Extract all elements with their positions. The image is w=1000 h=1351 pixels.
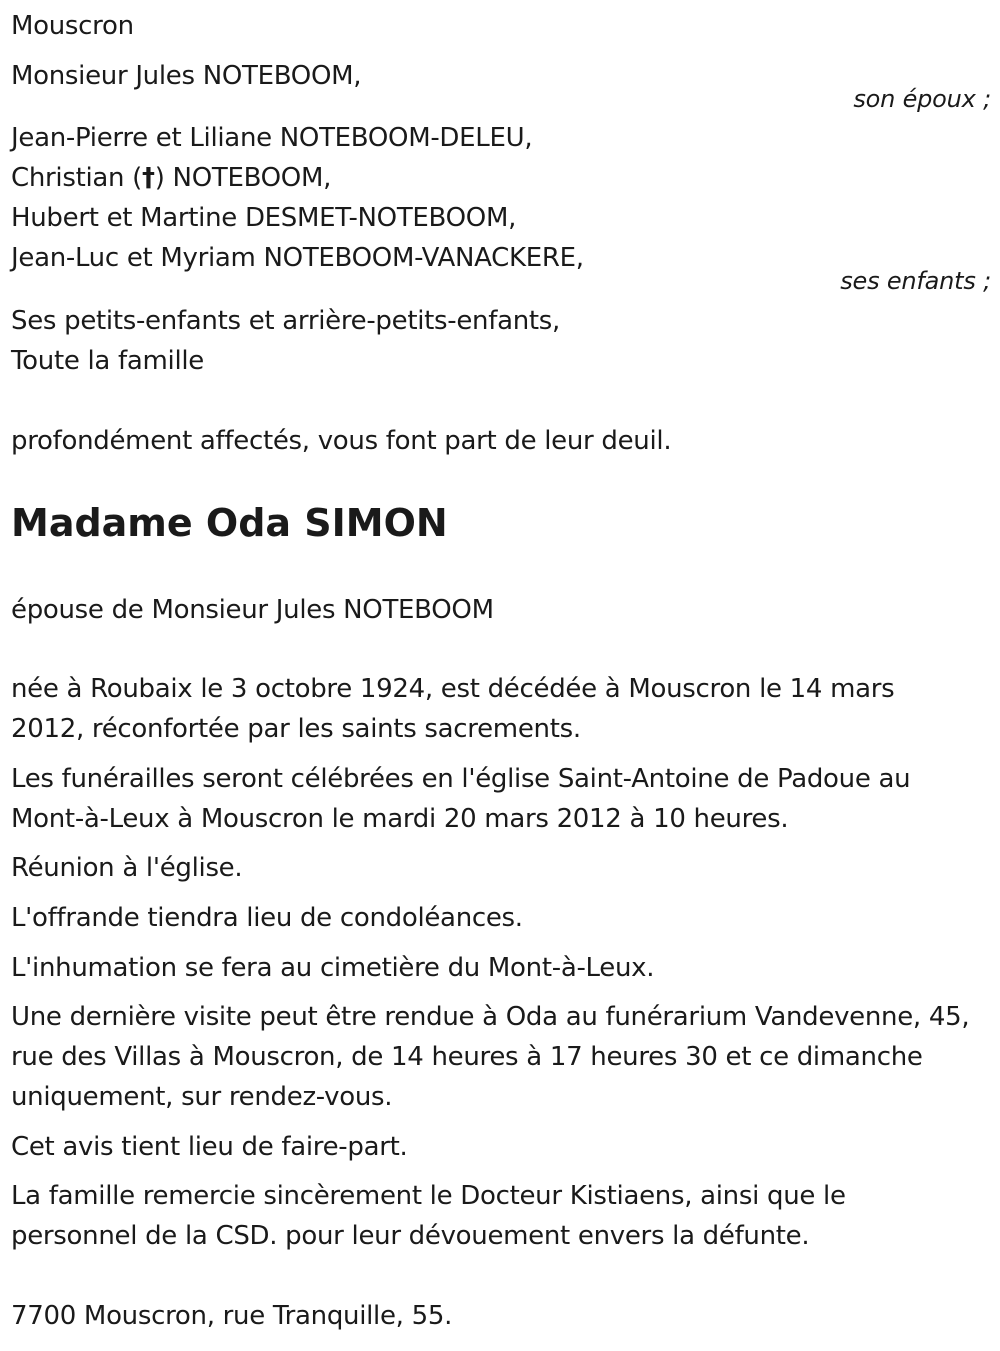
child-line-1: Jean-Pierre et Liliane NOTEBOOM-DELEU, xyxy=(11,123,533,153)
birth-death-paragraph: née à Roubaix le 3 octobre 1924, est décédée à Mouscron le 14 mars 2012, réconfortée par les saints sacrements. xyxy=(11,674,895,744)
child-line-2: Hubert et Martine DESMET-NOTEBOOM, xyxy=(11,203,517,233)
children-role: ses enfants ; xyxy=(840,267,991,295)
burial-paragraph: L'inhumation se fera au cimetière du Mont-à-Leux. xyxy=(11,953,655,983)
reunion-paragraph: Réunion à l'église. xyxy=(11,853,243,883)
location-text: Mouscron xyxy=(11,11,134,41)
address-text: 7700 Mouscron, rue Tranquille, 55. xyxy=(11,1301,453,1331)
thanks-paragraph: La famille remercie sincèrement le Docteur Kistiaens, ainsi que le personnel de la CSD. pour leur dévouement envers la défunte. xyxy=(11,1181,846,1251)
notice-paragraph: Cet avis tient lieu de faire-part. xyxy=(11,1132,408,1162)
cross-icon: † xyxy=(142,163,155,193)
spouse-of-text: épouse de Monsieur Jules NOTEBOOM xyxy=(11,595,494,625)
announcement-text: profondément affectés, vous font part de leur deuil. xyxy=(11,426,672,456)
funeral-paragraph: Les funérailles seront célébrées en l'église Saint-Antoine de Padoue au Mont-à-Leux à Mouscron le mardi 20 mars 2012 à 10 heures. xyxy=(11,764,911,834)
offering-paragraph: L'offrande tiendra lieu de condoléances. xyxy=(11,903,523,933)
christian-suffix: ) NOTEBOOM, xyxy=(154,163,332,193)
husband-role: son époux ; xyxy=(853,85,991,113)
christian-prefix: Christian ( xyxy=(11,163,143,193)
child-line-3: Jean-Luc et Myriam NOTEBOOM-VANACKERE, xyxy=(11,243,584,273)
child-line-christian xyxy=(11,158,331,198)
all-family-text: Toute la famille xyxy=(11,346,205,376)
deceased-name: Madame Oda SIMON xyxy=(11,501,448,545)
husband-name: Monsieur Jules NOTEBOOM, xyxy=(11,61,362,91)
grandchildren-text: Ses petits-enfants et arrière-petits-enfants, xyxy=(11,306,561,336)
visit-paragraph: Une dernière visite peut être rendue à Oda au funérarium Vandevenne, 45, rue des Villas à Mouscron, de 14 heures à 17 heures 30 et ce dimanche uniquement, sur rendez-vous. xyxy=(11,1002,970,1112)
